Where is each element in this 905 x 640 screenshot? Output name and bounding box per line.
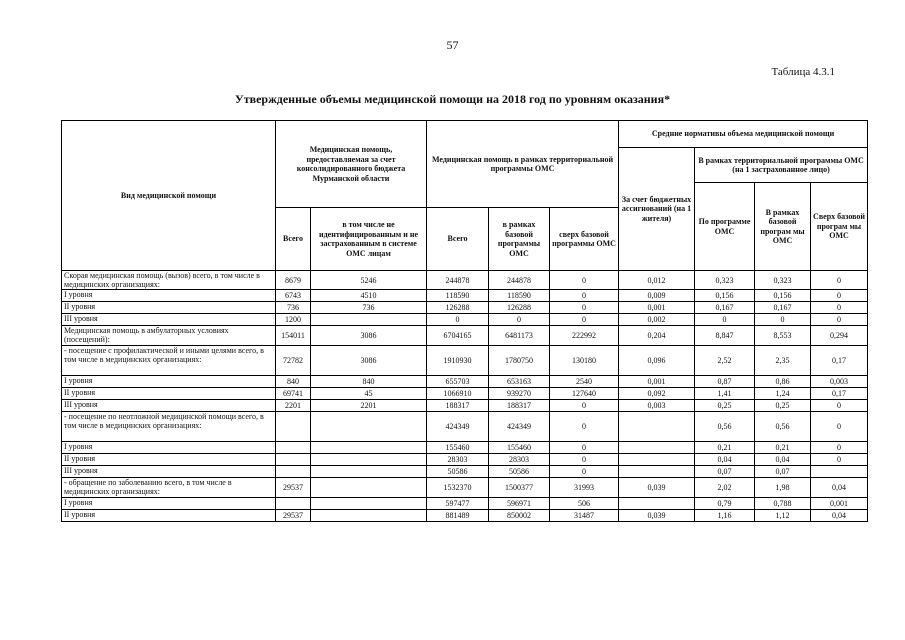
cell-oms-basic: 850002 xyxy=(489,510,550,522)
cell-oms-above: 2540 xyxy=(550,376,619,388)
cell-norm-above: 0,17 xyxy=(811,388,868,400)
cell-oms-total: 126288 xyxy=(427,302,489,314)
cell-norm-prog: 0,156 xyxy=(695,290,755,302)
cell-oms-basic: 0 xyxy=(489,314,550,326)
cell-oms-basic: 939270 xyxy=(489,388,550,400)
table-row xyxy=(62,326,868,346)
cell-norm-budget xyxy=(619,442,695,454)
header-b-total: Всего xyxy=(276,208,311,271)
row-label: I уровня xyxy=(62,442,276,454)
cell-norm-prog: 0,56 xyxy=(695,412,755,442)
cell-norm-prog: 0,04 xyxy=(695,454,755,466)
cell-oms-total: 155460 xyxy=(427,442,489,454)
cell-oms-basic: 1500377 xyxy=(489,478,550,498)
cell-norm-basic: 2,35 xyxy=(755,346,811,376)
header-terr-oms: В рамках территориальной программы ОМС (на 1 застрахованное лицо) xyxy=(695,148,868,183)
header-n-prog: По программе ОМС xyxy=(695,183,755,271)
cell-norm-basic: 0,07 xyxy=(755,466,811,478)
row-label: - обращение по заболеванию всего, в том числе в медицинских организациях: xyxy=(62,478,276,498)
cell-norm-budget: 0,092 xyxy=(619,388,695,400)
cell-budget-unidentified: 45 xyxy=(311,388,427,400)
cell-budget-unidentified: 3086 xyxy=(311,326,427,346)
cell-oms-above: 0 xyxy=(550,314,619,326)
row-label: Скорая медицинская помощь (вызов) всего, в том числе в медицинских организациях: xyxy=(62,271,276,290)
row-label: II уровня xyxy=(62,510,276,522)
cell-norm-basic: 0,167 xyxy=(755,302,811,314)
cell-budget-total: 29537 xyxy=(276,478,311,498)
cell-budget-total: 1200 xyxy=(276,314,311,326)
cell-oms-total: 1532370 xyxy=(427,478,489,498)
cell-norm-above: 0,04 xyxy=(811,478,868,498)
cell-norm-prog: 0,07 xyxy=(695,466,755,478)
cell-oms-above: 130180 xyxy=(550,346,619,376)
cell-oms-total: 655703 xyxy=(427,376,489,388)
cell-oms-total: 188317 xyxy=(427,400,489,412)
cell-norm-budget: 0,039 xyxy=(619,478,695,498)
table-row xyxy=(62,290,868,302)
cell-norm-budget: 0,012 xyxy=(619,271,695,290)
cell-oms-above: 31487 xyxy=(550,510,619,522)
cell-budget-total: 6743 xyxy=(276,290,311,302)
header-n-above: Сверх базовой програм мы ОМС xyxy=(811,183,868,271)
table-row xyxy=(62,302,868,314)
table-row xyxy=(62,314,868,326)
cell-budget-total: 736 xyxy=(276,302,311,314)
cell-norm-basic: 1,24 xyxy=(755,388,811,400)
cell-oms-basic: 50586 xyxy=(489,466,550,478)
cell-norm-basic: 0,86 xyxy=(755,376,811,388)
cell-norm-above: 0 xyxy=(811,454,868,466)
cell-oms-total: 6704165 xyxy=(427,326,489,346)
cell-norm-above: 0 xyxy=(811,400,868,412)
header-o-total: Всего xyxy=(427,208,489,271)
row-label: Медицинская помощь в амбулаторных условиях (посещений): xyxy=(62,326,276,346)
cell-oms-total: 0 xyxy=(427,314,489,326)
cell-oms-basic: 28303 xyxy=(489,454,550,466)
cell-norm-prog: 0,87 xyxy=(695,376,755,388)
cell-norm-above: 0 xyxy=(811,290,868,302)
cell-norm-basic: 0,56 xyxy=(755,412,811,442)
cell-norm-above: 0 xyxy=(811,271,868,290)
table-row xyxy=(62,376,868,388)
row-label: I уровня xyxy=(62,290,276,302)
cell-budget-total xyxy=(276,442,311,454)
cell-budget-unidentified: 2201 xyxy=(311,400,427,412)
cell-oms-total: 118590 xyxy=(427,290,489,302)
cell-norm-budget xyxy=(619,498,695,510)
medical-volumes-table xyxy=(61,120,868,522)
row-label: II уровня xyxy=(62,388,276,400)
cell-norm-budget: 0,039 xyxy=(619,510,695,522)
cell-oms-above: 127640 xyxy=(550,388,619,400)
cell-norm-above xyxy=(811,466,868,478)
cell-oms-total: 881489 xyxy=(427,510,489,522)
cell-norm-above: 0,001 xyxy=(811,498,868,510)
cell-norm-prog: 1,16 xyxy=(695,510,755,522)
cell-norm-prog: 0,323 xyxy=(695,271,755,290)
cell-norm-above: 0 xyxy=(811,412,868,442)
cell-norm-prog: 0,25 xyxy=(695,400,755,412)
cell-oms-above: 0 xyxy=(550,454,619,466)
cell-budget-unidentified xyxy=(311,478,427,498)
cell-oms-basic: 424349 xyxy=(489,412,550,442)
cell-budget-unidentified xyxy=(311,510,427,522)
cell-norm-basic: 0 xyxy=(755,314,811,326)
row-label: III уровня xyxy=(62,400,276,412)
row-label: II уровня xyxy=(62,454,276,466)
cell-norm-prog: 2,52 xyxy=(695,346,755,376)
cell-norm-basic: 0,156 xyxy=(755,290,811,302)
cell-budget-total xyxy=(276,466,311,478)
cell-oms-basic: 596971 xyxy=(489,498,550,510)
cell-budget-unidentified xyxy=(311,314,427,326)
table-row xyxy=(62,412,868,442)
table-row xyxy=(62,400,868,412)
cell-oms-above: 0 xyxy=(550,302,619,314)
table-row xyxy=(62,271,868,290)
cell-norm-budget: 0,002 xyxy=(619,314,695,326)
cell-budget-unidentified xyxy=(311,498,427,510)
cell-budget-total: 2201 xyxy=(276,400,311,412)
table-row xyxy=(62,498,868,510)
cell-oms-above: 0 xyxy=(550,290,619,302)
cell-budget-total: 72782 xyxy=(276,346,311,376)
cell-norm-basic: 1,12 xyxy=(755,510,811,522)
cell-oms-basic: 1780750 xyxy=(489,346,550,376)
cell-norm-budget: 0,003 xyxy=(619,400,695,412)
cell-norm-basic: 0,323 xyxy=(755,271,811,290)
table-row xyxy=(62,454,868,466)
cell-norm-prog: 0,167 xyxy=(695,302,755,314)
cell-oms-above: 0 xyxy=(550,412,619,442)
row-label: - посещение с профилактической и иными целями всего, в том числе в медицинских организациях: xyxy=(62,346,276,376)
cell-oms-above: 506 xyxy=(550,498,619,510)
cell-budget-total xyxy=(276,498,311,510)
cell-oms-total: 424349 xyxy=(427,412,489,442)
cell-budget-total xyxy=(276,454,311,466)
table-row xyxy=(62,466,868,478)
cell-budget-unidentified: 3086 xyxy=(311,346,427,376)
row-label: III уровня xyxy=(62,314,276,326)
cell-norm-budget xyxy=(619,454,695,466)
row-label: II уровня xyxy=(62,302,276,314)
cell-norm-prog: 0 xyxy=(695,314,755,326)
cell-norm-basic: 0,25 xyxy=(755,400,811,412)
cell-oms-basic: 6481173 xyxy=(489,326,550,346)
cell-budget-unidentified xyxy=(311,466,427,478)
cell-norm-budget: 0,204 xyxy=(619,326,695,346)
cell-norm-budget: 0,001 xyxy=(619,376,695,388)
cell-norm-above: 0 xyxy=(811,302,868,314)
table-row xyxy=(62,346,868,376)
cell-norm-basic: 0,04 xyxy=(755,454,811,466)
table-row xyxy=(62,510,868,522)
cell-norm-budget: 0,096 xyxy=(619,346,695,376)
row-label: III уровня xyxy=(62,466,276,478)
cell-budget-total xyxy=(276,412,311,442)
table-caption: Таблица 4.3.1 xyxy=(771,66,835,78)
table-body xyxy=(62,271,868,522)
row-label: I уровня xyxy=(62,498,276,510)
header-o-above: сверх базовой программы ОМС xyxy=(550,208,619,271)
cell-norm-prog: 1,41 xyxy=(695,388,755,400)
cell-oms-total: 28303 xyxy=(427,454,489,466)
cell-budget-unidentified: 4510 xyxy=(311,290,427,302)
header-norms-group: Средние нормативы объема медицинской помощи xyxy=(619,121,868,148)
table-row xyxy=(62,388,868,400)
cell-norm-above: 0,003 xyxy=(811,376,868,388)
cell-oms-total: 597477 xyxy=(427,498,489,510)
header-budget-norm: За счет бюджетных ассигнований (на 1 жителя) xyxy=(619,148,695,271)
cell-oms-total: 1066910 xyxy=(427,388,489,400)
header-b-unidentified: в том числе не идентифицированным и не застрахованным в системе ОМС лицам xyxy=(311,208,427,271)
cell-oms-above: 31993 xyxy=(550,478,619,498)
cell-budget-total: 840 xyxy=(276,376,311,388)
cell-oms-above: 0 xyxy=(550,400,619,412)
cell-oms-basic: 118590 xyxy=(489,290,550,302)
cell-oms-total: 50586 xyxy=(427,466,489,478)
header-o-basic: в рамках базовой программы ОМС xyxy=(489,208,550,271)
cell-oms-basic: 653163 xyxy=(489,376,550,388)
cell-norm-budget xyxy=(619,466,695,478)
cell-budget-unidentified: 5246 xyxy=(311,271,427,290)
cell-norm-prog: 2,02 xyxy=(695,478,755,498)
cell-budget-unidentified xyxy=(311,454,427,466)
cell-budget-unidentified xyxy=(311,442,427,454)
cell-oms-above: 222992 xyxy=(550,326,619,346)
cell-oms-total: 1910930 xyxy=(427,346,489,376)
cell-budget-total: 29537 xyxy=(276,510,311,522)
cell-norm-prog: 0,21 xyxy=(695,442,755,454)
cell-norm-basic: 0,788 xyxy=(755,498,811,510)
cell-norm-prog: 8,847 xyxy=(695,326,755,346)
cell-oms-basic: 244878 xyxy=(489,271,550,290)
page-number: 57 xyxy=(446,38,459,52)
cell-norm-basic: 8,553 xyxy=(755,326,811,346)
cell-norm-budget: 0,009 xyxy=(619,290,695,302)
cell-norm-above: 0,294 xyxy=(811,326,868,346)
header-type: Вид медицинской помощи xyxy=(62,121,276,271)
cell-budget-total: 154011 xyxy=(276,326,311,346)
row-label: - посещение по неотложной медицинской помощи всего, в том числе в медицинских организациях: xyxy=(62,412,276,442)
cell-oms-basic: 126288 xyxy=(489,302,550,314)
cell-norm-above: 0 xyxy=(811,442,868,454)
cell-budget-total: 69741 xyxy=(276,388,311,400)
cell-norm-budget: 0,001 xyxy=(619,302,695,314)
cell-oms-above: 0 xyxy=(550,442,619,454)
cell-budget-unidentified: 736 xyxy=(311,302,427,314)
cell-norm-prog: 0,79 xyxy=(695,498,755,510)
cell-oms-total: 244878 xyxy=(427,271,489,290)
cell-budget-total: 8679 xyxy=(276,271,311,290)
cell-norm-basic: 0,21 xyxy=(755,442,811,454)
cell-norm-above: 0 xyxy=(811,314,868,326)
cell-norm-basic: 1,98 xyxy=(755,478,811,498)
cell-budget-unidentified: 840 xyxy=(311,376,427,388)
cell-oms-above: 0 xyxy=(550,466,619,478)
cell-budget-unidentified xyxy=(311,412,427,442)
cell-norm-above: 0,17 xyxy=(811,346,868,376)
document-title: Утвержденные объемы медицинской помощи на 2018 год по уровням оказания* xyxy=(234,92,671,106)
table-row xyxy=(62,478,868,498)
header-n-basic: В рамках базовой програм мы ОМС xyxy=(755,183,811,271)
cell-oms-basic: 155460 xyxy=(489,442,550,454)
table-row xyxy=(62,442,868,454)
cell-norm-above: 0,04 xyxy=(811,510,868,522)
header-oms-group: Медицинская помощь в рамках территориальной программы ОМС xyxy=(427,121,619,208)
cell-oms-basic: 188317 xyxy=(489,400,550,412)
header-budget-group: Медицинская помощь, предоставляемая за счет консолидированного бюджета Мурманской области xyxy=(276,121,427,208)
cell-oms-above: 0 xyxy=(550,271,619,290)
cell-norm-budget xyxy=(619,412,695,442)
row-label: I уровня xyxy=(62,376,276,388)
